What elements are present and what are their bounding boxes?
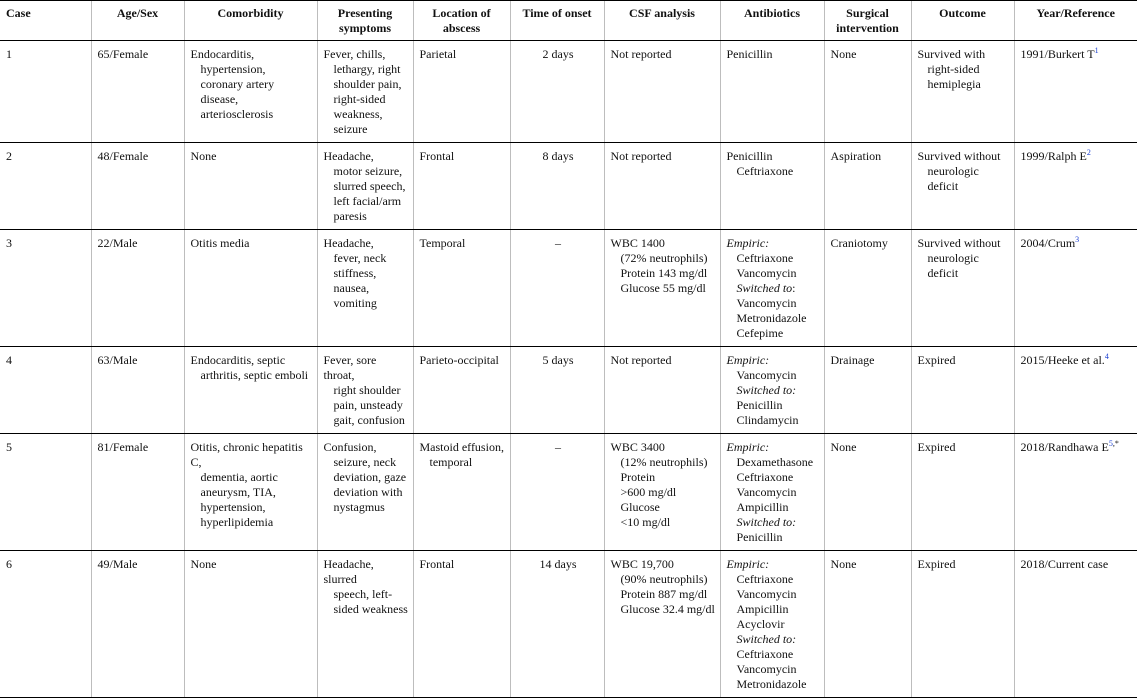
- header-row: [0, 1, 1137, 41]
- age-sex-cell: 22/Male: [91, 230, 184, 347]
- outcome-line: Expired: [917, 440, 956, 454]
- col-header-antibiotics: Antibiotics: [720, 1, 824, 41]
- antibiotic-phase-suffix: :: [792, 281, 796, 295]
- location-cell: [413, 230, 510, 347]
- reference-text: 2018/Current case: [1020, 557, 1109, 571]
- csf-line: Not reported: [610, 47, 672, 61]
- outcome-cell: [911, 434, 1014, 551]
- comorbidity-line: None: [190, 149, 217, 163]
- symptoms-cell: [317, 230, 413, 347]
- reference-cell: [1014, 143, 1137, 230]
- symptoms-line: Fever, sore throat,: [323, 353, 377, 382]
- csf-cell: [604, 41, 720, 143]
- comorbidity-line: dementia, aortic: [200, 470, 278, 484]
- csf-line: Protein 143 mg/dl: [620, 266, 708, 280]
- onset-cell: –: [510, 434, 604, 551]
- antibiotics-cell: [720, 41, 824, 143]
- col-header-presenting-symptoms: Presenting symptoms: [317, 1, 413, 41]
- age-sex-cell: 65/Female: [91, 41, 184, 143]
- col-header-csf-analysis: CSF analysis: [604, 1, 720, 41]
- csf-line: <10 mg/dl: [620, 515, 671, 529]
- citation-number: 3: [1075, 235, 1080, 244]
- antibiotic-item: Vancomycin: [736, 296, 797, 310]
- csf-cell: [604, 347, 720, 434]
- antibiotic-item: Vancomycin: [736, 266, 797, 280]
- citation-number: 4: [1104, 352, 1109, 361]
- csf-cell: [604, 143, 720, 230]
- outcome-line: neurologic: [927, 164, 979, 178]
- antibiotic-item: Ampicillin: [736, 602, 789, 616]
- location-line: Frontal: [419, 557, 455, 571]
- antibiotic-phase-label: [727, 440, 820, 455]
- comorbidity-cell: [184, 41, 317, 143]
- csf-line: Protein: [620, 470, 656, 484]
- symptoms-line: right shoulder: [333, 383, 401, 397]
- reference-citation-link[interactable]: [1109, 439, 1119, 448]
- symptoms-cell: [317, 551, 413, 698]
- antibiotic-phase-text: Empiric:: [726, 353, 770, 367]
- onset-cell: –: [510, 230, 604, 347]
- reference-cell: [1014, 41, 1137, 143]
- antibiotic-phase-label: [727, 353, 820, 368]
- outcome-cell: [911, 551, 1014, 698]
- antibiotics-cell: [720, 230, 824, 347]
- citation-number: 5: [1108, 439, 1113, 448]
- reference-cell: [1014, 434, 1137, 551]
- col-header-year-reference: Year/Reference: [1014, 1, 1137, 41]
- outcome-cell: [911, 143, 1014, 230]
- antibiotic-phase-text: Switched to:: [736, 515, 797, 529]
- antibiotic-item: Ceftriaxone: [736, 251, 794, 265]
- antibiotic-item: Acyclovir: [736, 617, 785, 631]
- symptoms-cell: [317, 347, 413, 434]
- comorbidity-line: coronary artery disease,: [200, 77, 275, 106]
- antibiotics-cell: [720, 347, 824, 434]
- comorbidity-line: hypertension,: [200, 500, 266, 514]
- reference-citation-link[interactable]: [1087, 148, 1091, 157]
- location-line: Mastoid effusion,: [419, 440, 504, 454]
- reference-text: 2018/Randhawa E: [1020, 440, 1109, 454]
- citation-marker: ,*: [1112, 439, 1119, 448]
- antibiotic-phase-label: [727, 281, 820, 296]
- antibiotic-phase-text: Empiric:: [726, 440, 770, 454]
- location-line: Parietal: [419, 47, 457, 61]
- outcome-cell: [911, 41, 1014, 143]
- onset-cell: 14 days: [510, 551, 604, 698]
- antibiotic-phase-label: [727, 557, 820, 572]
- symptoms-line: slurred speech,: [333, 179, 406, 193]
- antibiotic-item: Ceftriaxone: [736, 470, 794, 484]
- comorbidity-cell: [184, 434, 317, 551]
- reference-text: 1991/Burkert T: [1020, 47, 1095, 61]
- symptoms-line: shoulder pain,: [333, 77, 402, 91]
- antibiotics-cell: [720, 551, 824, 698]
- symptoms-line: seizure: [333, 122, 368, 136]
- antibiotic-item: Ampicillin: [736, 500, 789, 514]
- csf-line: >600 mg/dl: [620, 485, 677, 499]
- reference-citation-link[interactable]: [1095, 46, 1099, 55]
- case-cell: 4: [0, 347, 91, 434]
- outcome-line: neurologic: [927, 251, 979, 265]
- col-header-comorbidity: Comorbidity: [184, 1, 317, 41]
- citation-number: 1: [1094, 46, 1099, 55]
- table-row: [0, 143, 1137, 230]
- csf-line: (90% neutrophils): [620, 572, 708, 586]
- reference-cell: [1014, 347, 1137, 434]
- antibiotic-item: Cefepime: [736, 326, 784, 340]
- symptoms-line: sided weakness: [333, 602, 408, 616]
- csf-line: Glucose 32.4 mg/dl: [620, 602, 715, 616]
- comorbidity-line: Endocarditis, septic: [190, 353, 286, 367]
- symptoms-line: stiffness,: [333, 266, 377, 280]
- reference-text: 2015/Heeke et al.: [1020, 353, 1105, 367]
- antibiotic-item: Ceftriaxone: [736, 647, 794, 661]
- antibiotic-item: Metronidazole: [736, 311, 807, 325]
- outcome-line: Survived without: [917, 149, 1001, 163]
- symptoms-line: Confusion,: [323, 440, 377, 454]
- antibiotic-phase-text: Empiric:: [726, 236, 770, 250]
- location-cell: [413, 143, 510, 230]
- outcome-line: Survived without: [917, 236, 1001, 250]
- symptoms-line: deviation, gaze: [333, 470, 407, 484]
- case-cell: 1: [0, 41, 91, 143]
- antibiotic-item: Ceftriaxone: [736, 164, 794, 178]
- case-cell: 6: [0, 551, 91, 698]
- csf-line: Protein 887 mg/dl: [620, 587, 708, 601]
- csf-line: Glucose 55 mg/dl: [620, 281, 706, 295]
- csf-line: (72% neutrophils): [620, 251, 708, 265]
- table-row: [0, 230, 1137, 347]
- antibiotic-item: Penicillin: [726, 47, 773, 61]
- surgery-cell: None: [824, 41, 911, 143]
- symptoms-line: weakness,: [333, 107, 383, 121]
- comorbidity-cell: [184, 551, 317, 698]
- antibiotic-phase-label: [727, 632, 820, 647]
- symptoms-line: pain, unsteady: [333, 398, 403, 412]
- comorbidity-line: hyperlipidemia: [200, 515, 274, 529]
- csf-cell: [604, 551, 720, 698]
- symptoms-line: seizure, neck: [333, 455, 397, 469]
- age-sex-cell: 49/Male: [91, 551, 184, 698]
- reference-text: 1999/Ralph E: [1020, 149, 1087, 163]
- csf-line: (12% neutrophils): [620, 455, 708, 469]
- symptoms-line: lethargy, right: [333, 62, 401, 76]
- comorbidity-cell: [184, 143, 317, 230]
- symptoms-cell: [317, 41, 413, 143]
- symptoms-line: Headache,: [323, 149, 374, 163]
- reference-cell: [1014, 230, 1137, 347]
- col-header-time-of-onset: Time of onset: [510, 1, 604, 41]
- antibiotic-phase-text: Switched to:: [736, 383, 797, 397]
- age-sex-cell: 63/Male: [91, 347, 184, 434]
- citation-number: 2: [1086, 148, 1091, 157]
- csf-line: Glucose: [620, 500, 660, 514]
- comorbidity-line: hypertension,: [200, 62, 266, 76]
- age-sex-cell: 81/Female: [91, 434, 184, 551]
- location-line: Frontal: [419, 149, 455, 163]
- antibiotic-item: Vancomycin: [736, 662, 797, 676]
- reference-cell: [1014, 551, 1137, 698]
- outcome-line: Survived with: [917, 47, 986, 61]
- antibiotic-phase-text: Switched to:: [736, 632, 797, 646]
- outcome-line: deficit: [927, 179, 959, 193]
- reference-citation-link[interactable]: [1075, 235, 1079, 244]
- location-cell: [413, 41, 510, 143]
- symptoms-line: left facial/arm: [333, 194, 402, 208]
- col-header-age-sex: Age/Sex: [91, 1, 184, 41]
- outcome-line: Expired: [917, 353, 956, 367]
- antibiotic-item: Ceftriaxone: [736, 572, 794, 586]
- location-line: Temporal: [419, 236, 466, 250]
- comorbidity-cell: [184, 347, 317, 434]
- symptoms-line: speech, left-: [333, 587, 393, 601]
- antibiotic-item: Metronidazole: [736, 677, 807, 691]
- outcome-line: Expired: [917, 557, 956, 571]
- antibiotic-phase-label: [727, 515, 820, 530]
- csf-line: WBC 19,700: [610, 557, 674, 571]
- symptoms-line: nausea,: [333, 281, 370, 295]
- outcome-line: right-sided: [927, 62, 980, 76]
- surgery-cell: None: [824, 551, 911, 698]
- antibiotic-phase-text: Switched to: [736, 281, 793, 295]
- antibiotic-item: Vancomycin: [736, 485, 797, 499]
- symptoms-line: paresis: [333, 209, 367, 223]
- antibiotic-item: Clindamycin: [736, 413, 799, 427]
- symptoms-line: right-sided: [333, 92, 386, 106]
- surgery-cell: Aspiration: [824, 143, 911, 230]
- case-cell: 2: [0, 143, 91, 230]
- case-cell: 5: [0, 434, 91, 551]
- antibiotics-cell: [720, 143, 824, 230]
- onset-cell: 2 days: [510, 41, 604, 143]
- antibiotic-phase-label: [727, 383, 820, 398]
- symptoms-line: gait, confusion: [333, 413, 405, 427]
- location-cell: [413, 434, 510, 551]
- antibiotic-item: Penicillin: [736, 398, 783, 412]
- outcome-line: hemiplegia: [927, 77, 981, 91]
- symptoms-cell: [317, 143, 413, 230]
- csf-cell: [604, 230, 720, 347]
- location-line: temporal: [429, 455, 473, 469]
- symptoms-line: Headache, slurred: [323, 557, 374, 586]
- onset-cell: 5 days: [510, 347, 604, 434]
- symptoms-line: vomiting: [333, 296, 377, 310]
- antibiotic-item: Vancomycin: [736, 587, 797, 601]
- csf-cell: [604, 434, 720, 551]
- comorbidity-line: Otitis, chronic hepatitis C,: [190, 440, 303, 469]
- comorbidity-line: aneurysm, TIA,: [200, 485, 276, 499]
- col-header-outcome: Outcome: [911, 1, 1014, 41]
- comorbidity-line: Otitis media: [190, 236, 250, 250]
- location-line: Parieto-occipital: [419, 353, 499, 367]
- csf-line: WBC 1400: [610, 236, 665, 250]
- symptoms-line: deviation with: [333, 485, 403, 499]
- outcome-cell: [911, 230, 1014, 347]
- symptoms-line: Headache,: [323, 236, 374, 250]
- csf-line: Not reported: [610, 353, 672, 367]
- surgery-cell: Craniotomy: [824, 230, 911, 347]
- comorbidity-line: Endocarditis,: [190, 47, 255, 61]
- antibiotic-phase-label: [727, 236, 820, 251]
- surgery-cell: None: [824, 434, 911, 551]
- table-row: [0, 347, 1137, 434]
- comorbidity-line: arthritis, septic emboli: [200, 368, 309, 382]
- table-row: [0, 551, 1137, 698]
- surgery-cell: Drainage: [824, 347, 911, 434]
- table-body: [0, 41, 1137, 698]
- symptoms-line: nystagmus: [333, 500, 385, 514]
- onset-cell: 8 days: [510, 143, 604, 230]
- table-row: [0, 434, 1137, 551]
- location-cell: [413, 347, 510, 434]
- antibiotic-item: Dexamethasone: [736, 455, 814, 469]
- symptoms-cell: [317, 434, 413, 551]
- outcome-line: deficit: [927, 266, 959, 280]
- antibiotics-cell: [720, 434, 824, 551]
- col-header-case: Case: [0, 1, 91, 41]
- csf-line: WBC 3400: [610, 440, 665, 454]
- csf-line: Not reported: [610, 149, 672, 163]
- col-header-surgical-intervention: Surgical intervention: [824, 1, 911, 41]
- reference-text: 2004/Crum: [1020, 236, 1076, 250]
- case-cell: 3: [0, 230, 91, 347]
- col-header-location: Location of abscess: [413, 1, 510, 41]
- reference-citation-link[interactable]: [1105, 352, 1109, 361]
- symptoms-line: motor seizure,: [333, 164, 403, 178]
- comorbidity-line: arteriosclerosis: [200, 107, 274, 121]
- antibiotic-item: Penicillin: [736, 530, 783, 544]
- comorbidity-line: None: [190, 557, 217, 571]
- symptoms-line: fever, neck: [333, 251, 387, 265]
- antibiotic-item: Penicillin: [726, 149, 773, 163]
- table-row: [0, 41, 1137, 143]
- antibiotic-phase-text: Empiric:: [726, 557, 770, 571]
- age-sex-cell: 48/Female: [91, 143, 184, 230]
- symptoms-line: Fever, chills,: [323, 47, 386, 61]
- antibiotic-item: Vancomycin: [736, 368, 797, 382]
- location-cell: [413, 551, 510, 698]
- outcome-cell: [911, 347, 1014, 434]
- comorbidity-cell: [184, 230, 317, 347]
